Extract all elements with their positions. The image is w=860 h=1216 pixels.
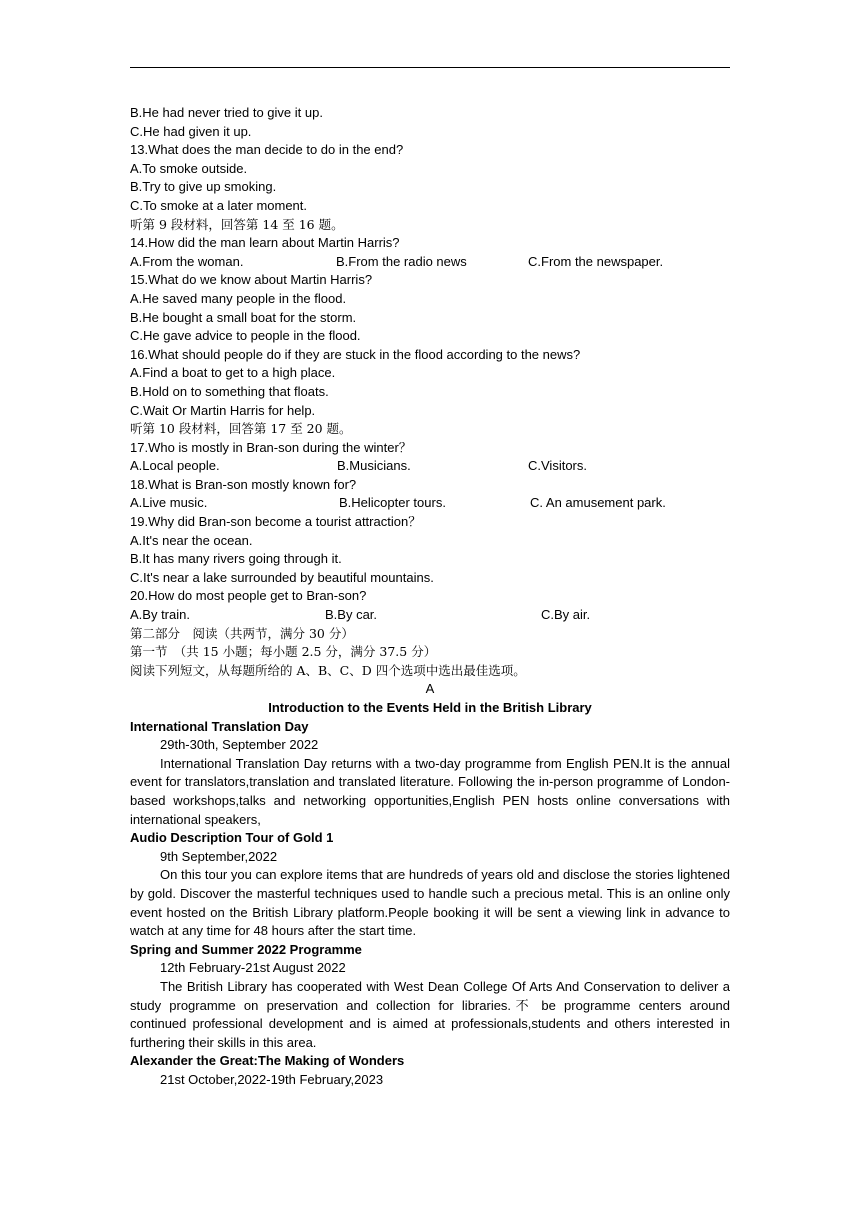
q19-option-c: C.It's near a lake surrounded by beautiful mountains. (130, 569, 434, 585)
q20-option-c: C.By air. (541, 607, 591, 623)
q14-option-c: C.From the newspaper. (528, 253, 664, 269)
q20-question: 20.How do most people get to Bran-son? (130, 588, 367, 604)
q18-option-c: C. An amusement park. (530, 495, 666, 511)
event-title: International Translation Day (130, 718, 309, 734)
event-title: Spring and Summer 2022 Programme (130, 941, 362, 957)
q16-option-a: A.Find a boat to get to a high place. (130, 365, 336, 381)
header-rule (130, 67, 730, 68)
event-date: 9th September,2022 (160, 848, 278, 864)
q12-option-b: B.He had never tried to give it up. (130, 105, 323, 120)
q17-option-c: C.Visitors. (528, 458, 587, 474)
reading-instruction: 阅读下列短文，从每题所给的 A、B、C、D 四个选项中选出最佳选项。 (130, 662, 526, 678)
q19-option-a: A.It's near the ocean. (130, 532, 253, 548)
event-date: 29th-30th, September 2022 (160, 737, 319, 753)
q17-options (130, 457, 730, 476)
event-date: 12th February-21st August 2022 (160, 960, 346, 976)
q17-option-b: B.Musicians. (337, 458, 411, 474)
q17-option-a: A.Local people. (130, 458, 220, 474)
q19-question: 19.Why did Bran-son become a tourist attraction？ (130, 514, 422, 530)
section1-heading: 第一节 （共 15 小题；每小题 2.5 分，满分 37.5 分） (130, 644, 437, 660)
q14-options (130, 253, 730, 272)
q15-option-c: C.He gave advice to people in the flood. (130, 328, 361, 344)
q16-question: 16.What should people do if they are stuck in the flood according to the news? (130, 346, 581, 362)
q14-option-a: A.From the woman. (130, 253, 244, 269)
q18-options (130, 494, 730, 513)
event-description: The British Library has cooperated with West Dean College Of Arts And Conservation to deliver a study programme on preservation and collection for libraries.不 be programme centers around continued professional development and is aimed at professionals,students and others interested in furthering their skills in this area. (130, 978, 730, 1050)
event-title: Alexander the Great:The Making of Wonders (130, 1053, 405, 1069)
q13-question: 13.What does the man decide to do in the end? (130, 142, 404, 158)
q13-option-b: B.Try to give up smoking. (130, 179, 277, 195)
q20-option-b: B.By car. (325, 607, 378, 623)
q15-option-b: B.He bought a small boat for the storm. (130, 309, 357, 325)
q20-options (130, 606, 730, 625)
q14-option-b: B.From the radio news (336, 253, 467, 269)
q14-question: 14.How did the man learn about Martin Harris? (130, 235, 400, 251)
q13-option-c: C.To smoke at a later moment. (130, 197, 308, 213)
instruction-part-10: 听第 10 段材料，回答第 17 至 20 题。 (130, 421, 352, 437)
q13-option-a: A.To smoke outside. (130, 160, 248, 176)
q16-option-b: B.Hold on to something that floats. (130, 383, 329, 399)
q20-option-a: A.By train. (130, 607, 190, 623)
passage-letter: A (425, 681, 435, 697)
q15-question: 15.What do we know about Martin Harris? (130, 272, 373, 288)
q15-option-a: A.He saved many people in the flood. (130, 290, 347, 306)
part2-heading: 第二部分 阅读（共两节，满分 30 分） (130, 625, 354, 641)
event-description: International Translation Day returns with a two-day programme from English PEN.It is the annual event for translators,translation and translated literature. Following the in-person programme of London-based workshops,talks and networking opportunities,English PEN hosts online conversations with international speakers, (130, 755, 730, 827)
q18-option-b: B.Helicopter tours. (339, 495, 446, 511)
passage-title: Introduction to the Events Held in the British Library (268, 700, 592, 715)
q16-option-c: C.Wait Or Martin Harris for help. (130, 402, 316, 418)
q17-question: 17.Who is mostly in Bran-son during the winter？ (130, 439, 412, 455)
event-title: Audio Description Tour of Gold 1 (130, 830, 334, 846)
q18-option-a: A.Live music. (130, 495, 208, 511)
q18-question: 18.What is Bran-son mostly known for? (130, 476, 357, 492)
event-description: On this tour you can explore items that are hundreds of years old and disclose the stories lightened by gold. Discover the masterful techniques used to handle such a precious metal. This is an online only event hosted on the British Library platform.People booking it will be sent a viewing link in advance to watch at any time for 48 hours after the start time. (130, 867, 730, 939)
document-body (130, 104, 730, 1089)
q19-option-b: B.It has many rivers going through it. (130, 551, 342, 567)
instruction-part-9: 听第 9 段材料，回答第 14 至 16 题。 (130, 216, 344, 232)
q12-option-c: C.He had given it up. (130, 123, 252, 139)
event-date: 21st October,2022-19th February,2023 (160, 1071, 384, 1087)
